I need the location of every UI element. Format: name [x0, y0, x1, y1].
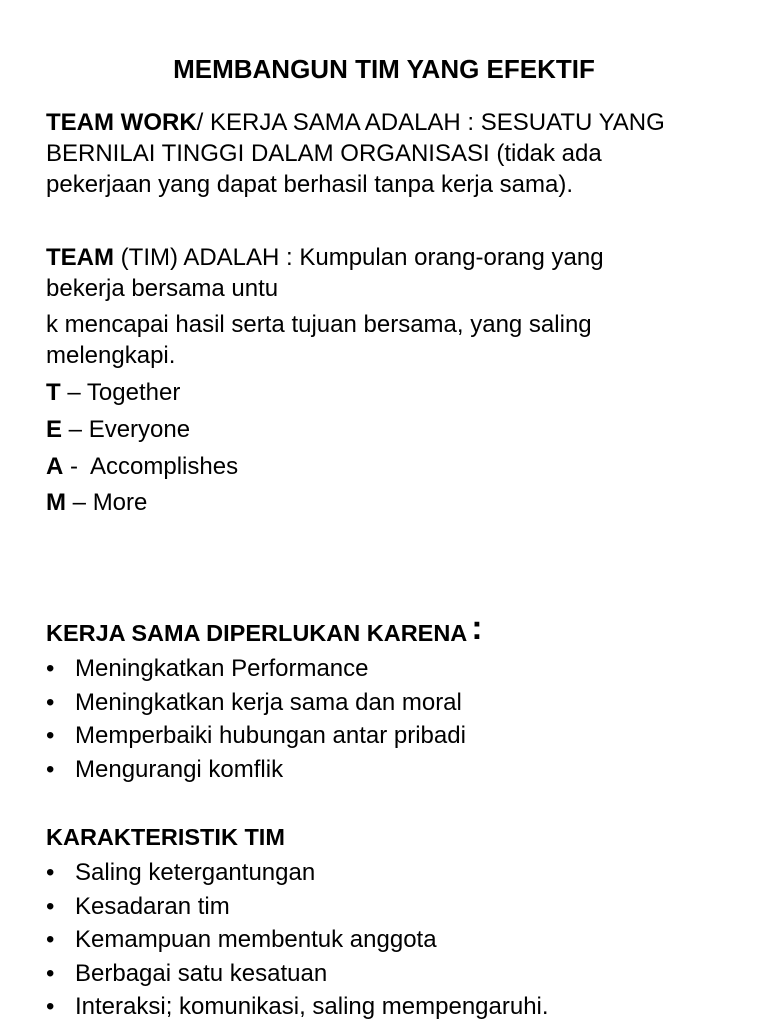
list-item-text: Interaksi; komunikasi, saling mempengaruhi.: [75, 993, 549, 1020]
bullet-icon: •: [46, 926, 55, 953]
teamwork-line-1-rest: / KERJA SAMA ADALAH : SESUATU YANG: [196, 109, 665, 136]
acronym-letter: M: [46, 489, 66, 516]
list-item: [46, 857, 736, 891]
reasons-list: [46, 653, 736, 787]
bullet-icon: •: [46, 892, 55, 920]
acronym-separator: –: [62, 416, 89, 443]
acronym-word: More: [92, 489, 148, 516]
acronym-row-m: [46, 487, 147, 518]
team-term: TEAM: [46, 244, 114, 271]
acronym-row-t: [46, 377, 180, 408]
team-line-3: k mencapai hasil serta tujuan bersama, yang saling: [46, 311, 592, 338]
acronym-word: Everyone: [88, 416, 191, 443]
list-item-text: Meningkatkan kerja sama dan moral: [75, 688, 462, 716]
bullet-icon: •: [46, 755, 55, 783]
teamwork-line-1: [46, 107, 736, 138]
teamwork-line-3: pekerjaan yang dapat berhasil tanpa kerja sama).: [46, 171, 573, 198]
list-item-text: Memperbaiki hubungan antar pribadi: [75, 722, 466, 749]
characteristics-list: [46, 857, 736, 1025]
list-item: [46, 754, 736, 788]
acronym-separator: –: [60, 379, 87, 406]
reasons-heading-text: KERJA SAMA DIPERLUKAN KARENA: [46, 620, 468, 646]
acronym-separator: -: [63, 453, 91, 480]
acronym-separator: –: [66, 489, 93, 516]
list-item-text: Saling ketergantungan: [75, 859, 316, 886]
list-item-text: Mengurangi komflik: [75, 755, 284, 783]
page-title: MEMBANGUN TIM YANG EFEKTIF: [173, 54, 595, 84]
teamwork-line-2: BERNILAI TINGGI DALAM ORGANISASI (tidak ada: [46, 140, 602, 167]
team-paragraph: [46, 242, 736, 304]
bullet-icon: •: [46, 722, 55, 749]
acronym-letter: T: [46, 379, 61, 406]
acronym-letter: E: [46, 416, 63, 443]
bullet-icon: •: [46, 859, 55, 886]
reasons-heading: [46, 609, 483, 649]
team-line-2: bekerja bersama untu: [46, 275, 279, 302]
list-item-text: Kesadaran tim: [75, 892, 230, 920]
bullet-icon: •: [46, 655, 55, 682]
list-item: [46, 924, 736, 958]
teamwork-paragraph: [46, 107, 736, 200]
acronym-letter: A: [46, 453, 64, 480]
list-item-text: Meningkatkan Performance: [75, 655, 369, 682]
list-item: [46, 687, 736, 721]
acronym-row-e: [46, 414, 190, 445]
list-item-text: Berbagai satu kesatuan: [75, 959, 328, 987]
team-line-1: [46, 242, 736, 273]
acronym-word: Accomplishes: [90, 453, 239, 480]
reasons-heading-colon: :: [471, 609, 483, 647]
list-item: [46, 720, 736, 754]
characteristics-heading: KARAKTERISTIK TIM: [46, 824, 285, 850]
teamwork-term: TEAM WORK: [46, 109, 197, 136]
bullet-icon: •: [46, 993, 55, 1020]
list-item: [46, 958, 736, 992]
bullet-icon: •: [46, 959, 55, 987]
acronym-word: Together: [86, 379, 181, 406]
team-line-4: melengkapi.: [46, 342, 176, 369]
team-line-1-rest: (TIM) ADALAH : Kumpulan orang-orang yang: [114, 244, 604, 271]
bullet-icon: •: [46, 688, 55, 716]
list-item: [46, 991, 736, 1025]
list-item: [46, 891, 736, 925]
list-item: [46, 653, 736, 687]
list-item-text: Kemampuan membentuk anggota: [75, 926, 437, 953]
team-paragraph-continued: [46, 309, 736, 371]
acronym-row-a: [46, 451, 238, 482]
